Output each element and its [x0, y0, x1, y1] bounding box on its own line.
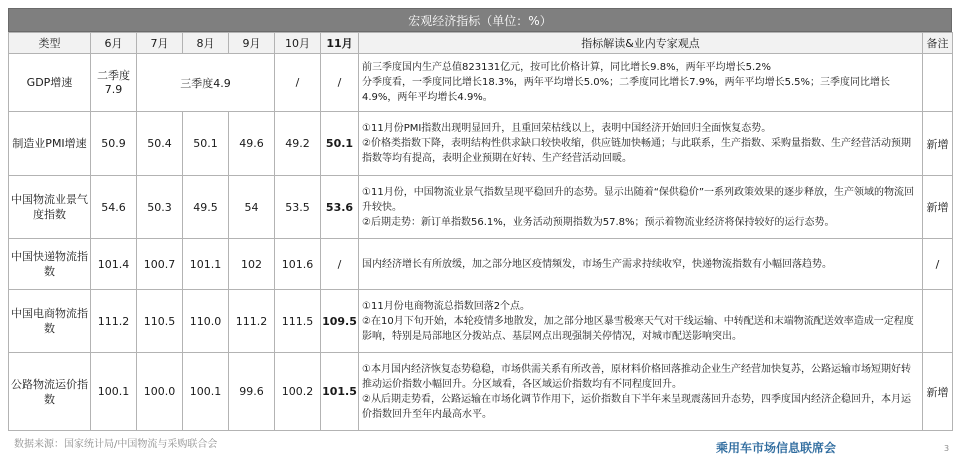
commentary-line: 前三季度国内生产总值823131亿元，按可比价格计算，同比增长9.8%，两年平均增长5.2%	[362, 62, 771, 73]
row-label: 中国电商物流指数	[9, 290, 91, 353]
commentary-line: ①11月份电商物流总指数回落2个点。	[362, 300, 531, 312]
col-header-aug: 8月	[183, 33, 229, 54]
table-row	[9, 353, 953, 431]
macro-indicator-table	[8, 32, 953, 431]
cell-aug: 100.1	[183, 353, 229, 431]
commentary-line: ②后期走势：新订单指数56.1%，业务活动预期指数为57.8%；预示着物流业经济将保持较好的运行态势。	[362, 216, 835, 228]
cell-jul: 100.0	[137, 353, 183, 431]
gdp-q3-cell: 三季度4.9	[137, 54, 275, 112]
cell-jun: 100.1	[91, 353, 137, 431]
cell-nov: 109.5	[321, 290, 359, 353]
row-label: 中国物流业景气度指数	[9, 176, 91, 239]
commentary-cell	[359, 176, 923, 239]
commentary-line: 国内经济增长有所放缓，加之部分地区疫情频发，市场生产需求持续收窄，快递物流指数有小幅回落趋势。	[362, 258, 832, 270]
table-row	[9, 176, 953, 239]
cell-sep: 54	[229, 176, 275, 239]
col-header-remark: 备注	[923, 33, 953, 54]
remark-cell: 新增	[923, 353, 953, 431]
cell-nov: 101.5	[321, 353, 359, 431]
commentary-line: ①11月份PMI指数出现明显回升，且重回荣枯线以上，表明中国经济开始回归全面恢复态势。	[362, 123, 772, 134]
commentary-cell	[359, 353, 923, 431]
cell-oct: 101.6	[275, 239, 321, 290]
col-header-jun: 6月	[91, 33, 137, 54]
col-header-commentary: 指标解读&业内专家观点	[359, 33, 923, 54]
cell-nov: /	[321, 54, 359, 112]
row-label: 公路物流运价指数	[9, 353, 91, 431]
data-source-note: 数据来源：国家统计局/中国物流与采购联合会	[14, 439, 218, 450]
gdp-q2-cell	[91, 54, 137, 112]
row-label: 中国快递物流指数	[9, 239, 91, 290]
gdp-q2-value: 7.9	[104, 82, 123, 96]
cell-jul: 100.7	[137, 239, 183, 290]
cell-oct: /	[275, 54, 321, 112]
cell-oct: 49.2	[275, 112, 321, 176]
header-row	[9, 33, 953, 54]
cell-aug: 50.1	[183, 112, 229, 176]
gdp-q2-label: 二季度	[97, 68, 130, 82]
cell-jun: 54.6	[91, 176, 137, 239]
brand-name: 乘用车市场信息联席会	[716, 441, 837, 455]
commentary-line: ①本月国内经济恢复态势稳稳，市场供需关系有所改善，原材料价格回落推动企业生产经营加快复苏，公路运输市场短期好转推动运价指数小幅回升。分区域看，各区域运价指数均有不同程度回升。	[362, 363, 911, 390]
cell-aug: 110.0	[183, 290, 229, 353]
cell-aug: 101.1	[183, 239, 229, 290]
table-title: 宏观经济指标（单位：%）	[8, 8, 952, 32]
remark-cell	[923, 54, 953, 112]
cell-aug: 49.5	[183, 176, 229, 239]
cell-jul: 50.4	[137, 112, 183, 176]
cell-jun: 101.4	[91, 239, 137, 290]
col-header-type: 类型	[9, 33, 91, 54]
remark-cell: 新增	[923, 176, 953, 239]
cell-sep: 99.6	[229, 353, 275, 431]
remark-cell: /	[923, 239, 953, 290]
table-row	[9, 112, 953, 176]
cell-jul: 50.3	[137, 176, 183, 239]
commentary-cell	[359, 54, 923, 112]
row-label: GDP增速	[9, 54, 91, 112]
table-row	[9, 239, 953, 290]
cell-sep: 102	[229, 239, 275, 290]
remark-cell	[923, 290, 953, 353]
row-label: 制造业PMI增速	[9, 112, 91, 176]
page-number: 3	[944, 444, 950, 453]
cell-jun: 50.9	[91, 112, 137, 176]
cell-nov: 53.6	[321, 176, 359, 239]
cell-jul: 110.5	[137, 290, 183, 353]
cell-jun: 111.2	[91, 290, 137, 353]
cell-oct: 100.2	[275, 353, 321, 431]
commentary-line: ①11月份，中国物流业景气指数呈现平稳回升的态势。显示出随着“保供稳价”一系列政策效果的逐步释放，生产领域的物流回升较快。	[362, 186, 915, 213]
remark-cell: 新增	[923, 112, 953, 176]
commentary-line: ②从后期走势看，公路运输在市场化调节作用下，运价指数自下半年来呈现震荡回升态势，四季度国内经济企稳回升，本月运价指数回升至年内最高水平。	[362, 393, 911, 420]
col-header-sep: 9月	[229, 33, 275, 54]
col-header-nov: 11月	[321, 33, 359, 54]
table-row	[9, 290, 953, 353]
commentary-line: ②价格类指数下降，表明结构性供求缺口较快收缩，供应链加快畅通；与此联系，生产指数、采购量指数、生产经营活动预期指数等均有提高，表明企业预期在好转、生产经营活动回暖。	[362, 138, 911, 164]
cell-oct: 111.5	[275, 290, 321, 353]
cell-nov: /	[321, 239, 359, 290]
commentary-cell	[359, 112, 923, 176]
cell-sep: 111.2	[229, 290, 275, 353]
cell-oct: 53.5	[275, 176, 321, 239]
commentary-cell	[359, 290, 923, 353]
table-row	[9, 54, 953, 112]
col-header-oct: 10月	[275, 33, 321, 54]
cell-sep: 49.6	[229, 112, 275, 176]
col-header-jul: 7月	[137, 33, 183, 54]
commentary-line: 分季度看，一季度同比增长18.3%，两年平均增长5.0%；二季度同比增长7.9%，两年平均增长5.5%；三季度同比增长4.9%，两年平均增长4.9%。	[362, 77, 890, 103]
cell-nov: 50.1	[321, 112, 359, 176]
macro-indicators-panel	[8, 8, 952, 431]
commentary-line: ②在10月下旬开始，本轮疫情多地散发，加之部分地区暴雪极寒天气对干线运输、中转配送和末端物流配送效率造成一定程度影响，特别是局部地区分拨站点、基层网点出现强制关停情况，对城市配送影响突出。	[362, 315, 914, 342]
commentary-cell	[359, 239, 923, 290]
